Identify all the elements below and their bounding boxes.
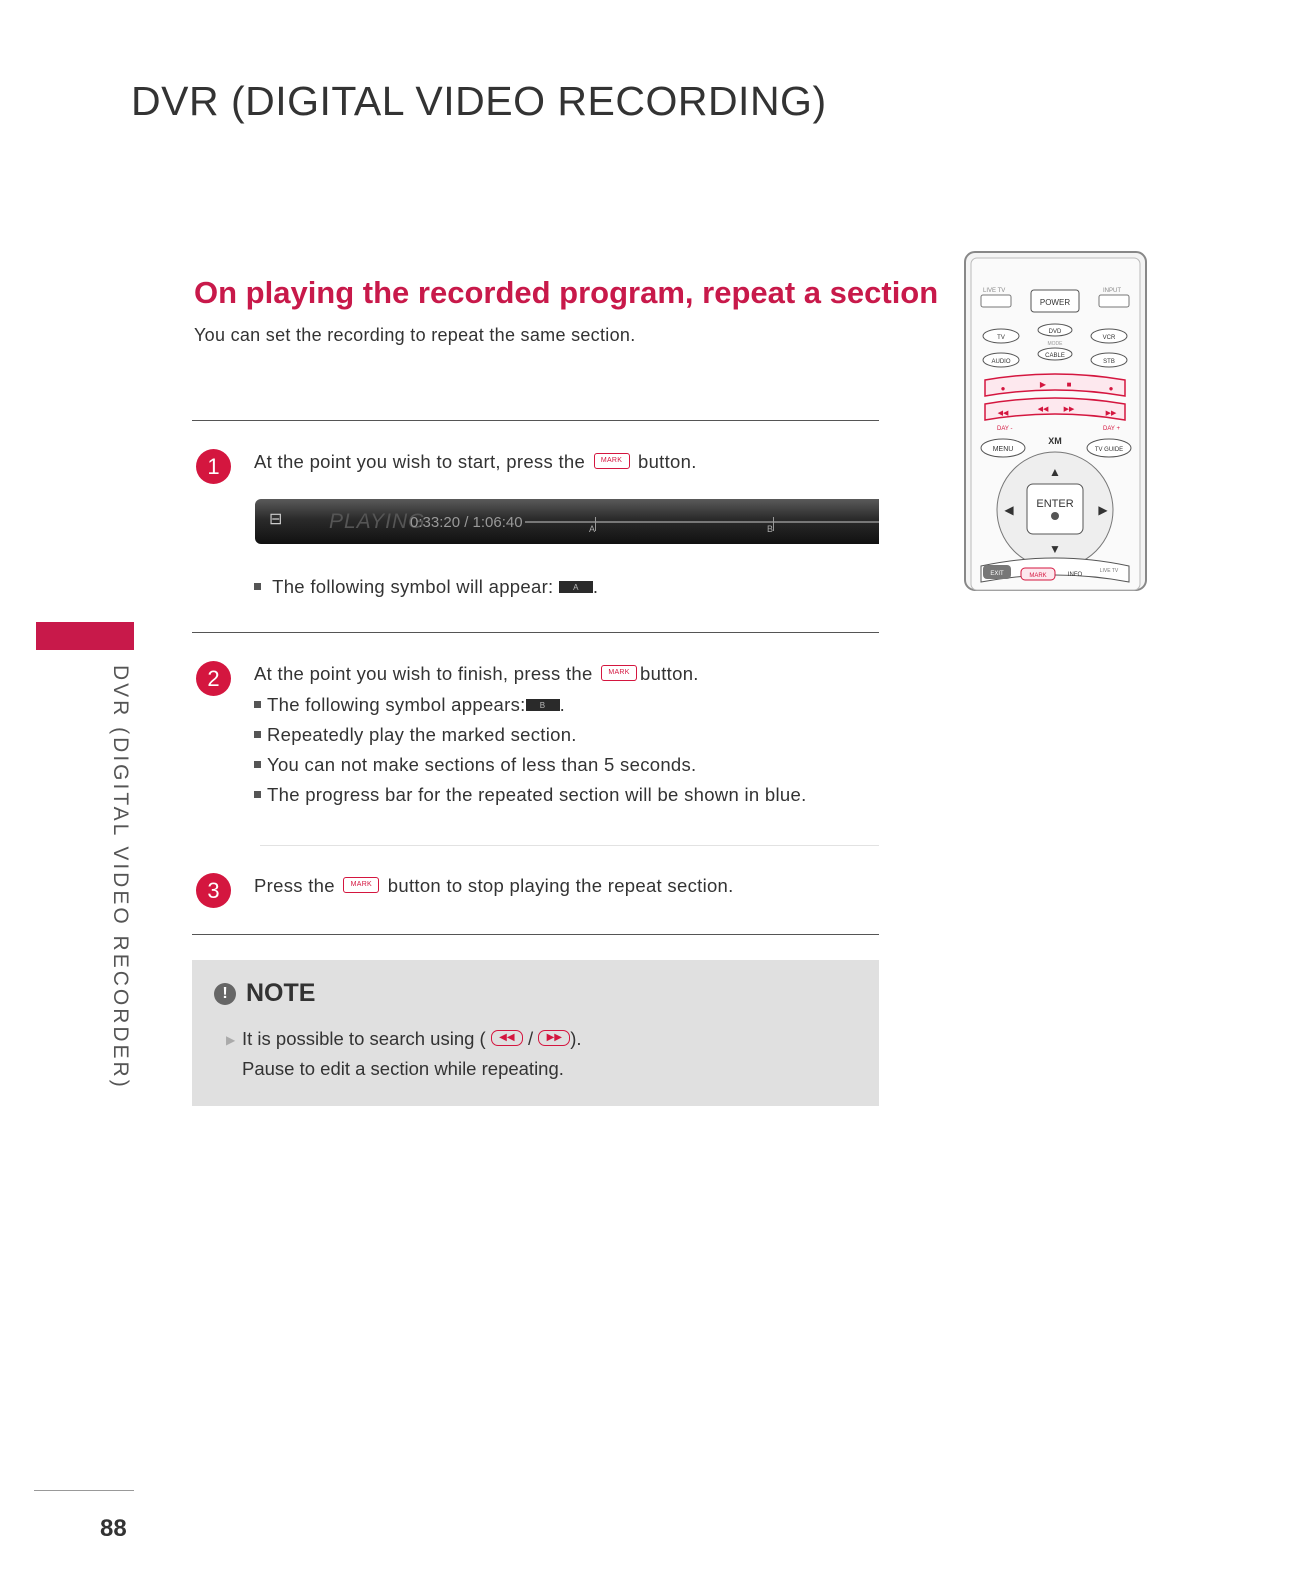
step-1-text-before: At the point you wish to start, press the bbox=[254, 451, 586, 472]
divider-light bbox=[260, 845, 879, 846]
remote-day-minus-label: DAY - bbox=[997, 426, 1013, 432]
bullet-square-icon bbox=[254, 791, 261, 798]
svg-text:●: ● bbox=[1108, 384, 1114, 393]
mark-button-icon: MARK bbox=[343, 877, 379, 893]
step-1-text-after: button. bbox=[637, 451, 697, 472]
remote-power-label: POWER bbox=[1039, 298, 1071, 307]
note-separator: / bbox=[527, 1028, 534, 1049]
remote-dvd-label: DVD bbox=[1048, 329, 1062, 335]
note-line-2: Pause to edit a section while repeating. bbox=[242, 1058, 564, 1079]
note-box bbox=[192, 960, 879, 1106]
step-3-text-before: Press the bbox=[254, 875, 335, 896]
step-2-bullet bbox=[254, 694, 565, 716]
page-title: DVR (DIGITAL VIDEO RECORDING) bbox=[131, 78, 827, 124]
remote-live-tv-label: LIVE TV bbox=[983, 288, 1006, 294]
note-line-1-after: ). bbox=[570, 1028, 582, 1049]
remote-exit-label: EXIT bbox=[990, 571, 1004, 577]
svg-text:▼: ▼ bbox=[1049, 542, 1061, 556]
divider bbox=[192, 420, 879, 421]
page-number: 88 bbox=[100, 1515, 127, 1542]
bullet-square-icon bbox=[254, 731, 261, 738]
marker-a-label: A bbox=[589, 524, 596, 534]
marker-a-tick bbox=[595, 517, 596, 531]
svg-text:▶▶: ▶▶ bbox=[1063, 406, 1075, 413]
divider bbox=[192, 632, 879, 633]
step-3-text-after: button to stop playing the repeat section. bbox=[387, 875, 734, 896]
remote-enter-label: ENTER bbox=[1036, 498, 1074, 510]
svg-text:▶: ▶ bbox=[1039, 380, 1047, 389]
info-icon: ! bbox=[214, 983, 236, 1005]
step-1-text bbox=[254, 451, 697, 473]
playing-status-bar bbox=[255, 499, 879, 544]
bullet-text: The progress bar for the repeated section will be shown in blue. bbox=[267, 784, 807, 805]
svg-text:▶▶: ▶▶ bbox=[1105, 410, 1117, 417]
side-chapter-label: DVR (DIGITAL VIDEO RECORDER) bbox=[109, 665, 132, 1090]
divider bbox=[192, 934, 879, 935]
svg-text:◀◀: ◀◀ bbox=[997, 410, 1009, 417]
mark-button-icon: MARK bbox=[594, 453, 630, 469]
remote-stb-label: STB bbox=[1103, 359, 1115, 365]
symbol-b-icon: B bbox=[526, 699, 560, 711]
step-number-3: 3 bbox=[196, 873, 231, 908]
step-3-text bbox=[254, 875, 734, 897]
svg-text:●: ● bbox=[1000, 384, 1006, 393]
step-1-bullet bbox=[254, 576, 598, 598]
bullet-text-after: . bbox=[559, 694, 566, 715]
bullet-text: The following symbol will appear: bbox=[272, 576, 554, 597]
remote-tv-guide-label: TV GUIDE bbox=[1094, 447, 1124, 453]
bullet-text: The following symbol appears: bbox=[267, 694, 526, 715]
arrow-bullet-icon: ▶ bbox=[226, 1033, 236, 1047]
remote-mode-label: MODE bbox=[1047, 341, 1063, 347]
svg-text:■: ■ bbox=[1066, 380, 1072, 389]
section-subtitle: You can set the recording to repeat the same section. bbox=[194, 325, 636, 345]
repeat-icon: ⊟ bbox=[269, 511, 283, 528]
mark-button-icon: MARK bbox=[601, 665, 637, 681]
marker-b-tick bbox=[773, 517, 774, 531]
remote-mark-label: MARK bbox=[1029, 573, 1047, 579]
remote-live-tv-button bbox=[981, 295, 1011, 307]
bullet-square-icon bbox=[254, 583, 261, 590]
step-2-text bbox=[254, 663, 699, 685]
remote-audio-label: AUDIO bbox=[991, 359, 1011, 365]
fast-forward-button-icon: ▶▶ bbox=[538, 1030, 570, 1046]
step-2-bullet bbox=[254, 724, 577, 746]
svg-text:◀◀: ◀◀ bbox=[1037, 406, 1049, 413]
remote-xm-label: XM bbox=[1048, 436, 1062, 446]
svg-text:◀: ◀ bbox=[1004, 503, 1014, 517]
remote-live-tv-label-2: LIVE TV bbox=[1099, 568, 1119, 574]
remote-control-illustration bbox=[963, 250, 1148, 592]
remote-info-label: INFO bbox=[1067, 572, 1083, 578]
step-2-text-after: button. bbox=[640, 663, 699, 684]
note-line-1 bbox=[242, 1028, 582, 1050]
step-2-bullet bbox=[254, 784, 807, 806]
bullet-text: You can not make sections of less than 5 seconds. bbox=[267, 754, 697, 775]
bullet-text-after: . bbox=[592, 576, 599, 597]
section-title: On playing the recorded program, repeat a section bbox=[194, 275, 939, 310]
progress-track bbox=[525, 521, 879, 523]
step-2-text-before: At the point you wish to finish, press the bbox=[254, 663, 593, 684]
side-tab-marker bbox=[36, 622, 134, 650]
step-2-bullet bbox=[254, 754, 697, 776]
footer-divider bbox=[34, 1490, 134, 1491]
remote-cable-label: CABLE bbox=[1045, 353, 1065, 359]
remote-menu-label: MENU bbox=[992, 446, 1014, 453]
note-line-1-before: It is possible to search using ( bbox=[242, 1028, 486, 1049]
remote-vcr-label: VCR bbox=[1102, 335, 1116, 341]
remote-input-label: INPUT bbox=[1103, 288, 1121, 294]
note-title: NOTE bbox=[246, 979, 316, 1007]
step-number-1: 1 bbox=[196, 449, 231, 484]
remote-tv-label: TV bbox=[997, 335, 1005, 341]
svg-text:▲: ▲ bbox=[1049, 465, 1061, 479]
marker-b-label: B bbox=[767, 524, 774, 534]
playing-status: PLAYING bbox=[329, 510, 426, 533]
playing-time: 0:33:20 / 1:06:40 bbox=[410, 514, 523, 531]
remote-input-button bbox=[1099, 295, 1129, 307]
remote-day-plus-label: DAY + bbox=[1103, 426, 1120, 432]
svg-text:▶: ▶ bbox=[1098, 503, 1108, 517]
bullet-square-icon bbox=[254, 761, 261, 768]
symbol-a-icon: A bbox=[559, 581, 593, 593]
rewind-button-icon: ◀◀ bbox=[491, 1030, 523, 1046]
bullet-square-icon bbox=[254, 701, 261, 708]
bullet-text: Repeatedly play the marked section. bbox=[267, 724, 577, 745]
step-number-2: 2 bbox=[196, 661, 231, 696]
